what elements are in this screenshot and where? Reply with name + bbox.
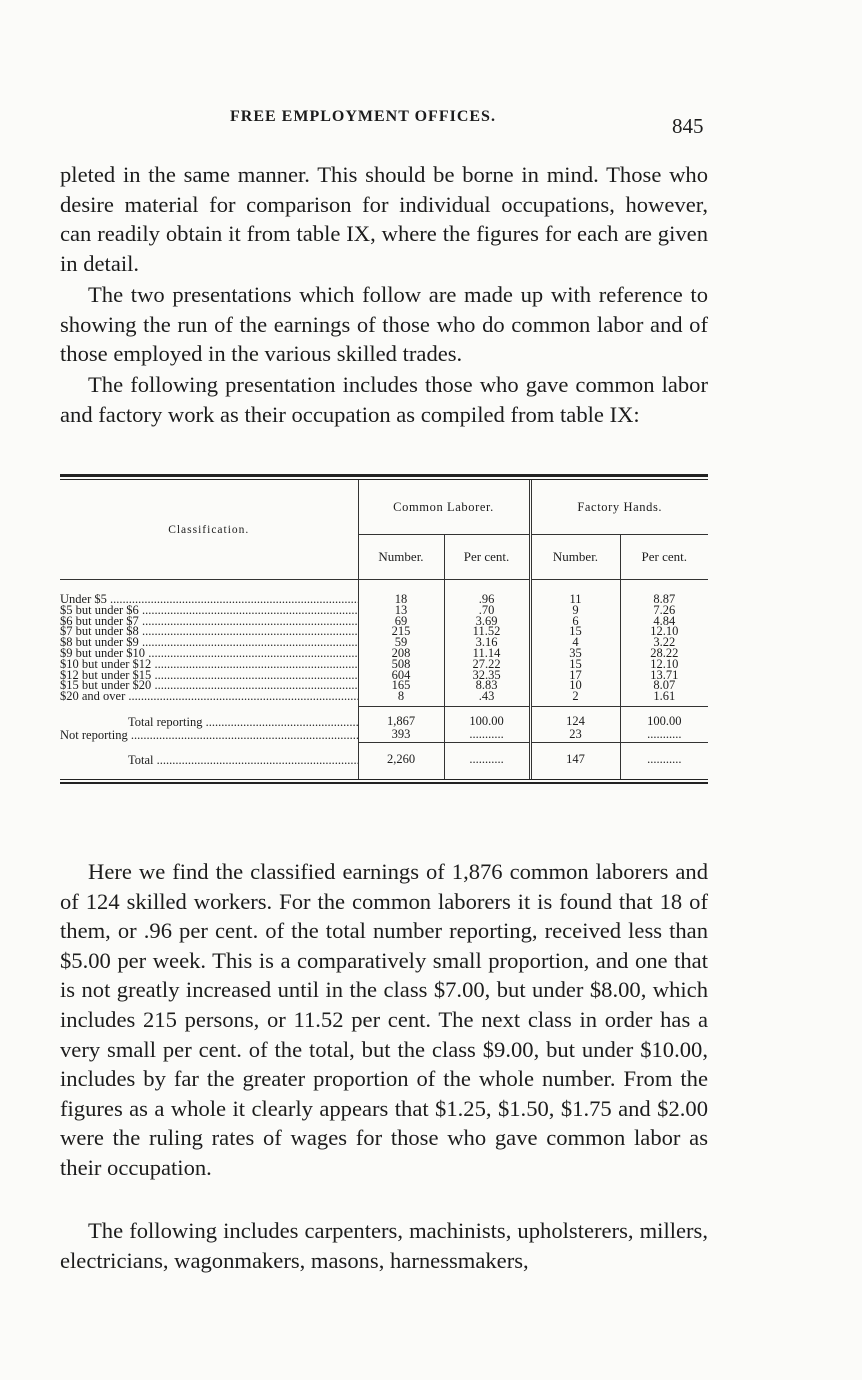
common-percent-column [444,580,530,707]
table-bottom-rule [60,779,708,784]
cell: 124 [566,713,585,728]
row-label: $15 but under $20 ..... [60,680,358,691]
row-label: $8 but under $9 ..... [60,637,358,648]
cell: 28.22 [650,645,679,660]
cell: 8.83 [475,678,498,693]
factory-number-header: Number. [530,535,620,580]
common-subtotals [358,706,444,742]
cell: 13 [394,602,408,617]
row-label: $9 but under $10 ..... [60,648,358,659]
row-label: $20 and over ..... [60,691,358,702]
cell: 12.10 [650,656,679,671]
cell: 147 [566,751,585,766]
cell: 11 [569,592,582,606]
running-head: FREE EMPLOYMENT OFFICES. [230,108,496,125]
factory-percent-column [620,580,708,707]
cell: 15 [569,656,582,671]
cell: 35 [569,645,582,660]
paragraph: The two presentations which follow are made up with reference to showing the run of the earnings of those who do common labor and of those employed in the various skilled trades. [60,282,708,367]
cell: 1,867 [386,713,416,728]
cell: 17 [569,667,582,682]
cell: 100.00 [469,713,504,728]
cell: 393 [391,726,411,741]
cell: 13.71 [650,667,679,682]
classification-header: Classification. [168,523,250,536]
row-labels [60,580,358,707]
cell: .70 [478,602,495,617]
page-number: 845 [672,114,704,138]
row-label: $6 but under $7 ..... [60,616,358,627]
row-label: $12 but under $15 ..... [60,670,358,681]
cell: 3.16 [475,635,498,650]
cell: 7.26 [653,602,676,617]
row-label: $7 but under $8 ..... [60,626,358,637]
cell: 3.22 [653,635,676,650]
cell: 11.52 [472,624,501,639]
not-reporting-label: Not reporting ..... [60,729,358,742]
cell: 508 [391,656,411,671]
cell: 165 [391,678,411,693]
row-label: Under $5 ..... [60,594,358,605]
cell: 8 [397,689,405,704]
common-number-column [358,580,444,707]
cell: 9 [572,602,579,617]
cell: 2 [572,689,579,704]
cell: 18 [394,592,408,606]
row-label: $10 but under $12 ..... [60,659,358,670]
row-label: $5 but under $6 ..... [60,605,358,616]
cell: 6 [572,613,579,628]
cell: 208 [391,645,411,660]
cell: 8.87 [653,592,676,606]
common-total-cell [358,742,444,779]
cell: 604 [391,667,411,682]
factory-total-cell [530,742,620,779]
cell: 4 [572,635,579,650]
cell: 12.10 [650,624,679,639]
total-reporting-label: Total reporting ..... [60,716,358,729]
dot-leader: ........... [647,727,682,741]
common-subtotal-percent [444,706,530,742]
common-number-header: Number. [358,535,444,580]
common-total-percent-cell [444,742,530,779]
subtotal-labels [60,706,358,742]
paragraph: The following includes carpenters, machinists, upholsterers, millers, electricians, wagonmakers, masons, harnessmakers, [60,1218,708,1273]
factory-hands-header: Factory Hands. [530,480,708,535]
cell: 8.07 [653,678,676,693]
cell: 59 [394,635,408,650]
cell: 69 [394,613,408,628]
dot-leader: ........... [469,752,504,766]
cell: 100.00 [647,713,682,728]
total-label-cell [60,742,358,779]
factory-total-percent-cell [620,742,708,779]
cell: 15 [569,624,582,639]
cell: .96 [478,592,495,606]
wages-table [60,474,708,784]
cell: 23 [569,726,582,741]
factory-subtotal-percent [620,706,708,742]
dot-leader: ........... [469,727,504,741]
cell: 11.14 [472,645,501,660]
cell: 32.35 [472,667,501,682]
cell: 2,260 [386,751,416,766]
paragraph: Here we find the classified earnings of 1,876 common laborers and of 124 skilled workers. For the common laborers it is found that 18 of them, or .96 per cent. of the total number reporting, received less than $5.00 per week. This is a comparatively small proportion, and one that is not greatly increased until in the class $7.00, but under $8.00, which includes 215 persons, or 11.52 per cent. The next class in order has a very small per cent. of the total, but the class $9.00, but under $10.00, includes by far the greater proportion of the whole number. From the figures as a whole it clearly appears that $1.25, $1.50, $1.75 and $2.00 were the ruling rates of wages for those who gave common labor as their occupation. [60,859,708,1180]
dot-leader: ........... [647,752,682,766]
paragraph: The following presentation includes those who gave common labor and factory work as their occupation as compiled from table IX: [60,372,708,427]
cell: 1.61 [653,689,676,704]
cell: 27.22 [472,656,501,671]
common-percent-header: Per cent. [444,535,530,580]
cell: 215 [391,624,411,639]
cell: 10 [569,678,582,693]
cell: 4.84 [653,613,676,628]
paragraph: pleted in the same manner. This should be borne in mind. Those who desire material for comparison for individual occupations, however, can readily obtain it from table IX, where the figures for each are given in detail. [60,162,708,276]
factory-percent-header: Per cent. [620,535,708,580]
factory-subtotals [530,706,620,742]
total-label: Total ..... [60,754,358,767]
common-laborer-header: Common Laborer. [358,480,530,535]
factory-number-column [530,580,620,707]
cell: .43 [478,689,495,704]
cell: 3.69 [475,613,498,628]
